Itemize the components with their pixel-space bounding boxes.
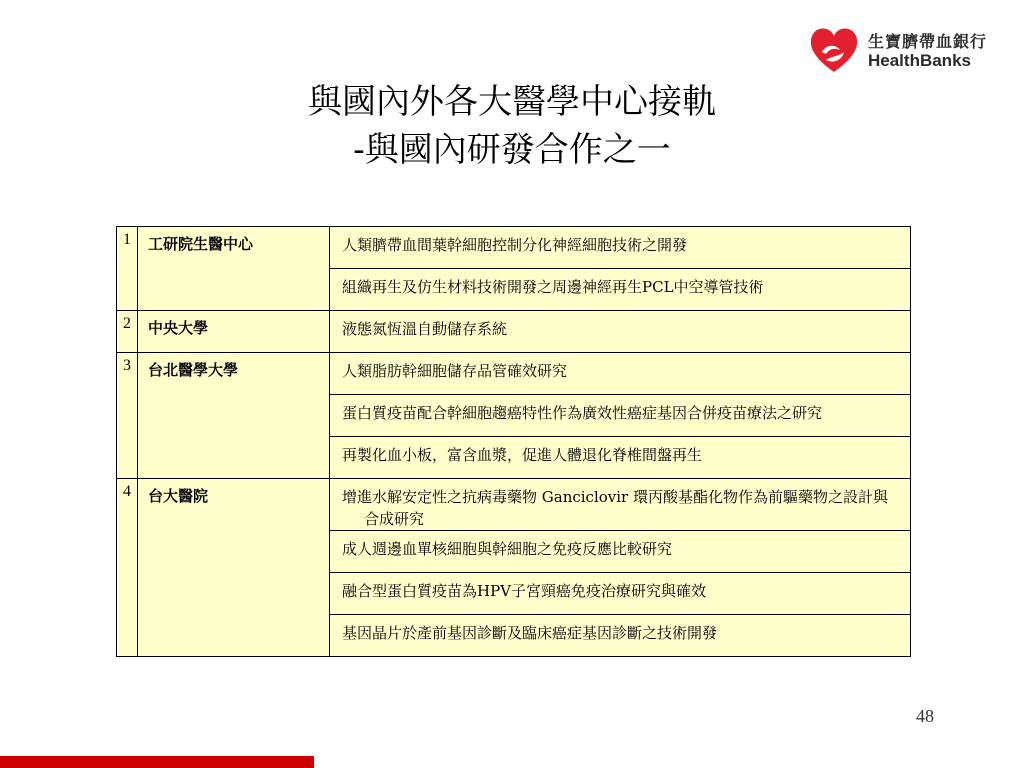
project-text: 組織再生及仿生材料技術開發之周邊神經再生PCL中空導管技術 <box>342 278 764 296</box>
title-line-2: -與國內研發合作之一 <box>353 130 671 170</box>
row-number-cell: 2 <box>117 311 138 353</box>
healthbanks-logo <box>806 22 1006 78</box>
institution-cell: 工研院生醫中心 <box>138 227 330 311</box>
logo-chinese-name: 生寶臍帶血銀行 <box>868 32 988 51</box>
project-text: 人類臍帶血間葉幹細胞控制分化神經細胞技術之開發 <box>342 236 688 254</box>
project-cell <box>330 479 911 531</box>
table-row <box>117 353 911 395</box>
table-row <box>117 311 911 353</box>
collaboration-table-container <box>116 226 911 657</box>
institution-cell: 台大醫院 <box>138 479 330 657</box>
project-cell <box>330 269 911 311</box>
title-line-1: 與國內外各大醫學中心接軌 <box>308 82 716 122</box>
project-text: 融合型蛋白質疫苗為HPV子宮頸癌免疫治療研究與確效 <box>342 582 707 600</box>
institution-cell: 中央大學 <box>138 311 330 353</box>
heart-logo-icon <box>806 22 862 78</box>
project-text: 增進水解安定性之抗病毒藥物 Ganciclovir 環丙酸基酯化物作為前驅藥物之設計與合成研究 <box>342 488 888 528</box>
project-cell <box>330 531 911 573</box>
slide-title <box>0 78 1024 174</box>
project-cell <box>330 437 911 479</box>
row-number-cell: 3 <box>117 353 138 479</box>
table-row <box>117 479 911 531</box>
institution-cell: 台北醫學大學 <box>138 353 330 479</box>
project-cell <box>330 227 911 269</box>
logo-english-name: HealthBanks <box>868 51 971 70</box>
project-text: 人類脂肪幹細胞儲存品管確效研究 <box>342 362 568 380</box>
collaboration-table <box>116 226 911 657</box>
table-row <box>117 227 911 269</box>
project-text: 成人週邊血單核細胞與幹細胞之免疫反應比較研究 <box>342 540 673 558</box>
row-number-cell: 1 <box>117 227 138 311</box>
project-cell <box>330 353 911 395</box>
project-text: 基因晶片於產前基因診斷及臨床癌症基因診斷之技術開發 <box>342 624 718 642</box>
page-number: 48 <box>916 706 934 726</box>
project-text: 液態氮恆溫自動儲存系統 <box>342 320 508 338</box>
project-cell <box>330 311 911 353</box>
row-number-cell: 4 <box>117 479 138 657</box>
footer-accent-bar <box>0 756 314 768</box>
project-cell <box>330 395 911 437</box>
project-text: 再製化血小板，富含血漿，促進人體退化脊椎間盤再生 <box>342 446 703 464</box>
project-cell <box>330 573 911 615</box>
project-text: 蛋白質疫苗配合幹細胞趨癌特性作為廣效性癌症基因合併疫苗療法之研究 <box>342 404 823 422</box>
project-cell <box>330 615 911 657</box>
